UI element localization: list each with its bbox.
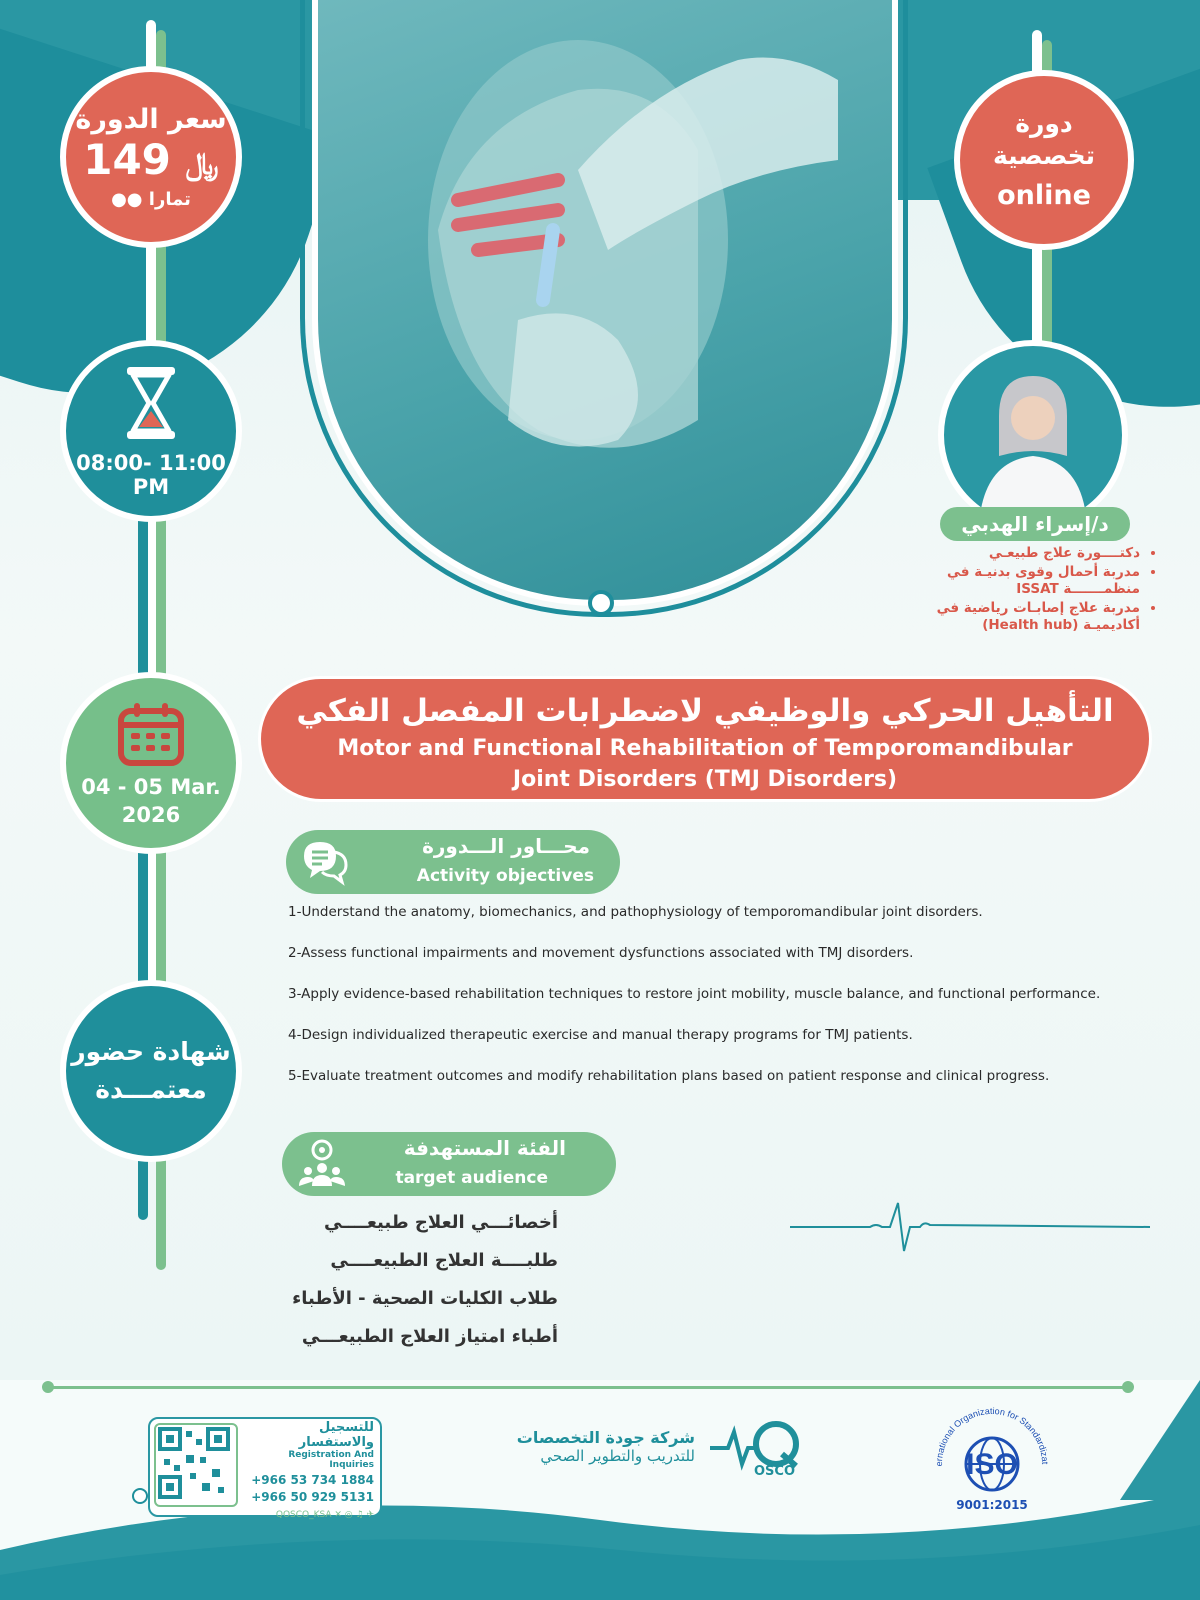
- certificate-badge: [60, 980, 242, 1162]
- price-badge: [60, 66, 242, 248]
- iso-version: 9001:2015: [956, 1498, 1028, 1512]
- footer-divider: [48, 1386, 1128, 1389]
- iso-logo: [930, 1402, 1054, 1512]
- instructor-bio: [920, 545, 1158, 636]
- certificate-line2: معتمـــدة: [95, 1075, 207, 1104]
- hourglass-icon: [121, 363, 181, 443]
- audience-heading-en: target audience: [395, 1168, 548, 1188]
- objectives-heading: [286, 830, 620, 894]
- tamara-text: تمارا: [148, 189, 191, 210]
- qosco-logo: [710, 1414, 810, 1484]
- audience-heading: [282, 1132, 616, 1196]
- registration-dot: [132, 1488, 148, 1504]
- footer-corner-wave: [1120, 1380, 1200, 1500]
- bio-item: • مدربة أحمال وقوى بدنيـة في منظمـــــــة ISSAT: [920, 564, 1140, 598]
- time-badge: [60, 340, 242, 522]
- course-title-en-2: Joint Disorders (TMJ Disorders): [512, 767, 898, 792]
- iso-mark-text: ISO: [966, 1448, 1018, 1481]
- phone-number[interactable]: +966 53 734 1884: [251, 1473, 374, 1487]
- riyal-symbol: ﷼: [185, 147, 219, 182]
- tamara-logo: ●● تمارا: [111, 189, 191, 210]
- date-year: 2026: [121, 803, 181, 827]
- online-label: online: [997, 180, 1091, 211]
- price-title: سعر الدورة: [75, 104, 227, 135]
- bio-item: • دكتــــورة علاج طبيعـي: [920, 545, 1140, 562]
- registration-info: [244, 1420, 374, 1520]
- objective-item: 5-Evaluate treatment outcomes and modify rehabilitation plans based on patient response and clinical progress.: [288, 1068, 1050, 1084]
- objectives-heading-ar: محـــاور الـــدورة: [422, 834, 590, 858]
- audience-item: أطباء امتياز العلاج الطبيعـــي: [301, 1326, 558, 1347]
- course-title-ar: التأهيل الحركي والوظيفي لاضطرابات المفصل الفكي: [296, 693, 1114, 729]
- hero-image: [312, 0, 898, 606]
- calendar-icon: [116, 699, 186, 769]
- objectives-heading-en: Activity objectives: [416, 866, 594, 886]
- company-line1: شركة جودة التخصصات: [516, 1428, 695, 1447]
- bio-item: • مدربة علاج إصابـات رياضية في أكاديميـة (Health hub): [920, 600, 1140, 634]
- divider-dot-left: [42, 1381, 54, 1393]
- social-handle[interactable]: QOSCO_KSA ✕ ◎ ♫ ✈: [275, 1510, 374, 1520]
- social-handle-text: QOSCO_KSA: [275, 1510, 332, 1520]
- heartbeat-line-icon: [790, 1195, 1150, 1255]
- audience-item: طلبــــة العلاج الطبيعــــي: [330, 1250, 558, 1271]
- phone-number[interactable]: +966 50 929 5131: [251, 1490, 374, 1504]
- jaw-therapy-illustration: [318, 0, 892, 600]
- qosco-logo-text: OSCO: [754, 1464, 796, 1479]
- course-type-badge: [954, 70, 1134, 250]
- date-days: 04 - 05 Mar.: [81, 775, 221, 799]
- instructor-avatar-icon: [944, 346, 1122, 524]
- objective-item: 2-Assess functional impairments and movement dysfunctions associated with TMJ disorders.: [288, 945, 914, 961]
- audience-item: أخصائـــي العلاج طبيعــــي: [324, 1212, 558, 1233]
- instructor-name: د/إسراء الهدبي: [940, 507, 1130, 541]
- registration-title: للتسجيل والاستفسار: [298, 1420, 374, 1450]
- time-period: PM: [132, 475, 170, 499]
- objective-item: 1-Understand the anatomy, biomechanics, and pathophysiology of temporomandibular joint disorders.: [288, 904, 983, 920]
- audience-heading-ar: الفئة المستهدفة: [403, 1136, 566, 1160]
- target-group-icon: [296, 1138, 348, 1190]
- date-badge: [60, 672, 242, 854]
- time-range: 08:00- 11:00: [76, 451, 226, 475]
- instructor-photo: [938, 340, 1128, 530]
- iso-globe-icon: [930, 1402, 1054, 1494]
- objective-item: 4-Design individualized therapeutic exercise and manual therapy programs for TMJ patients.: [288, 1027, 913, 1043]
- company-line2: للتدريب والتطوير الصحي: [540, 1447, 695, 1465]
- course-type-label: دورة تخصصية: [992, 109, 1096, 170]
- price-amount: [83, 136, 219, 189]
- price-value: 149: [83, 135, 171, 184]
- registration-subtitle: Registration And Inquiries: [288, 1450, 374, 1470]
- chat-bubbles-icon: [300, 838, 350, 886]
- qr-code[interactable]: [154, 1423, 238, 1507]
- hero-dot: [588, 590, 614, 616]
- company-name: [480, 1428, 695, 1465]
- audience-item: طلاب الكليات الصحية - الأطباء: [292, 1288, 558, 1309]
- iso-ring-text: ernational Organization for Standardizat: [933, 1405, 1051, 1467]
- course-title-en-1: Motor and Functional Rehabilitation of Temporomandibular: [337, 736, 1073, 761]
- certificate-line1: شهادة حضور: [71, 1037, 231, 1066]
- course-title-banner: [258, 676, 1152, 802]
- qr-code-icon: [156, 1425, 232, 1501]
- objective-item: 3-Apply evidence-based rehabilitation techniques to restore joint mobility, muscle balance, and functional performance.: [288, 986, 1101, 1002]
